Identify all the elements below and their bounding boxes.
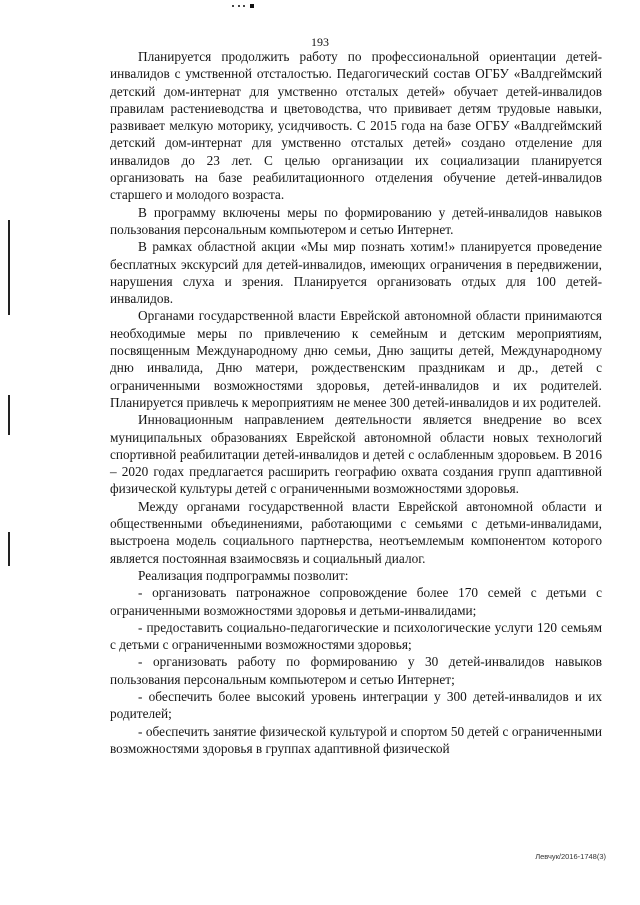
list-item: - обеспечить занятие физической культурой и спортом 50 детей с ограниченными возможностями здоровья в группах адаптивной физической xyxy=(110,723,602,756)
list-item: - организовать работу по формированию у 30 детей-инвалидов навыков пользования персональным компьютером и сетью Интернет; xyxy=(110,654,602,687)
paragraph: Планируется продолжить работу по профессиональной ориентации детей-инвалидов с умственной отсталостью. Педагогический состав ОГБУ «Валдгеймский детский дом-интернат для умственно отсталых детей» обучает детей-инвалидов правилам растениеводства и цветоводства, что прививает детям трудовые навыки, развивает мелкую моторику, усидчивость. С 2015 года на базе ОГБУ «Валдгеймский детский дом-интернат для умственно отсталых детей» создано отделение для инвалидов до 23 лет. С целью организации их социализации планируется организовать на базе реабилитационного отделения обучение детей-инвалидов старшего и молодого возраста. xyxy=(110,49,602,203)
paragraph: Реализация подпрограммы позволит: xyxy=(138,567,349,583)
scan-margin-mark xyxy=(8,532,10,566)
paragraph: Между органами государственной власти Еврейской автономной области и общественными объединениями, работающими с семьями с детьми-инвалидами, выстроена модель социального партнерства, неотъемлемым компонентом которого является постоянная взаимосвязь и социальный диалог. xyxy=(110,498,602,566)
page-number: 193 xyxy=(311,35,329,49)
list-item: - обеспечить более высокий уровень интеграции у 300 детей-инвалидов и их родителей; xyxy=(110,688,602,722)
list-item: - предоставить социально-педагогические и психологические услуги 120 семьям с детьми с ограниченными возможностями здоровья; xyxy=(110,619,602,653)
document-code: Левчук/2016-1748(3) xyxy=(535,852,606,861)
list-item: - организовать патронажное сопровождение более 170 семей с детьми с ограниченными возможностями здоровья и детьми-инвалидами; xyxy=(110,585,602,618)
document-body xyxy=(110,48,602,757)
paragraph: Инновационным направлением деятельности является внедрение во всех муниципальных образованиях Еврейской автономной области новых технологий спортивной реабилитации детей-инвалидов и детей с ослабленным здоровьем. В 2016 – 2020 годах предлагается расширить географию охвата создания групп адаптивной физической культуры детей с ограниченными возможностями здоровья. xyxy=(110,412,602,497)
scan-margin-mark xyxy=(8,395,10,435)
paragraph: В рамках областной акции «Мы мир познать хотим!» планируется проведение бесплатных экскурсий для детей-инвалидов, имеющих ограничения в передвижении, нарушения слуха и зрения. Планируется организовать отдых для 100 детей-инвалидов. xyxy=(110,239,602,307)
paragraph: В программу включены меры по формированию у детей-инвалидов навыков пользования персональным компьютером и сетью Интернет. xyxy=(110,204,602,237)
scan-artifact xyxy=(232,4,256,8)
scan-margin-mark xyxy=(8,220,10,315)
paragraph: Органами государственной власти Еврейской автономной области принимаются необходимые меры по привлечению к семейным и детским мероприятиям, посвященным Международному дню семьи, Дню защиты детей, Международному дню инвалида, Дню матери, рождественским праздникам и др., детей с ограниченными возможностями здоровья, детей-инвалидов и их родителей. Планируется привлечь к мероприятиям не менее 300 детей-инвалидов и их родителей. xyxy=(110,308,602,410)
